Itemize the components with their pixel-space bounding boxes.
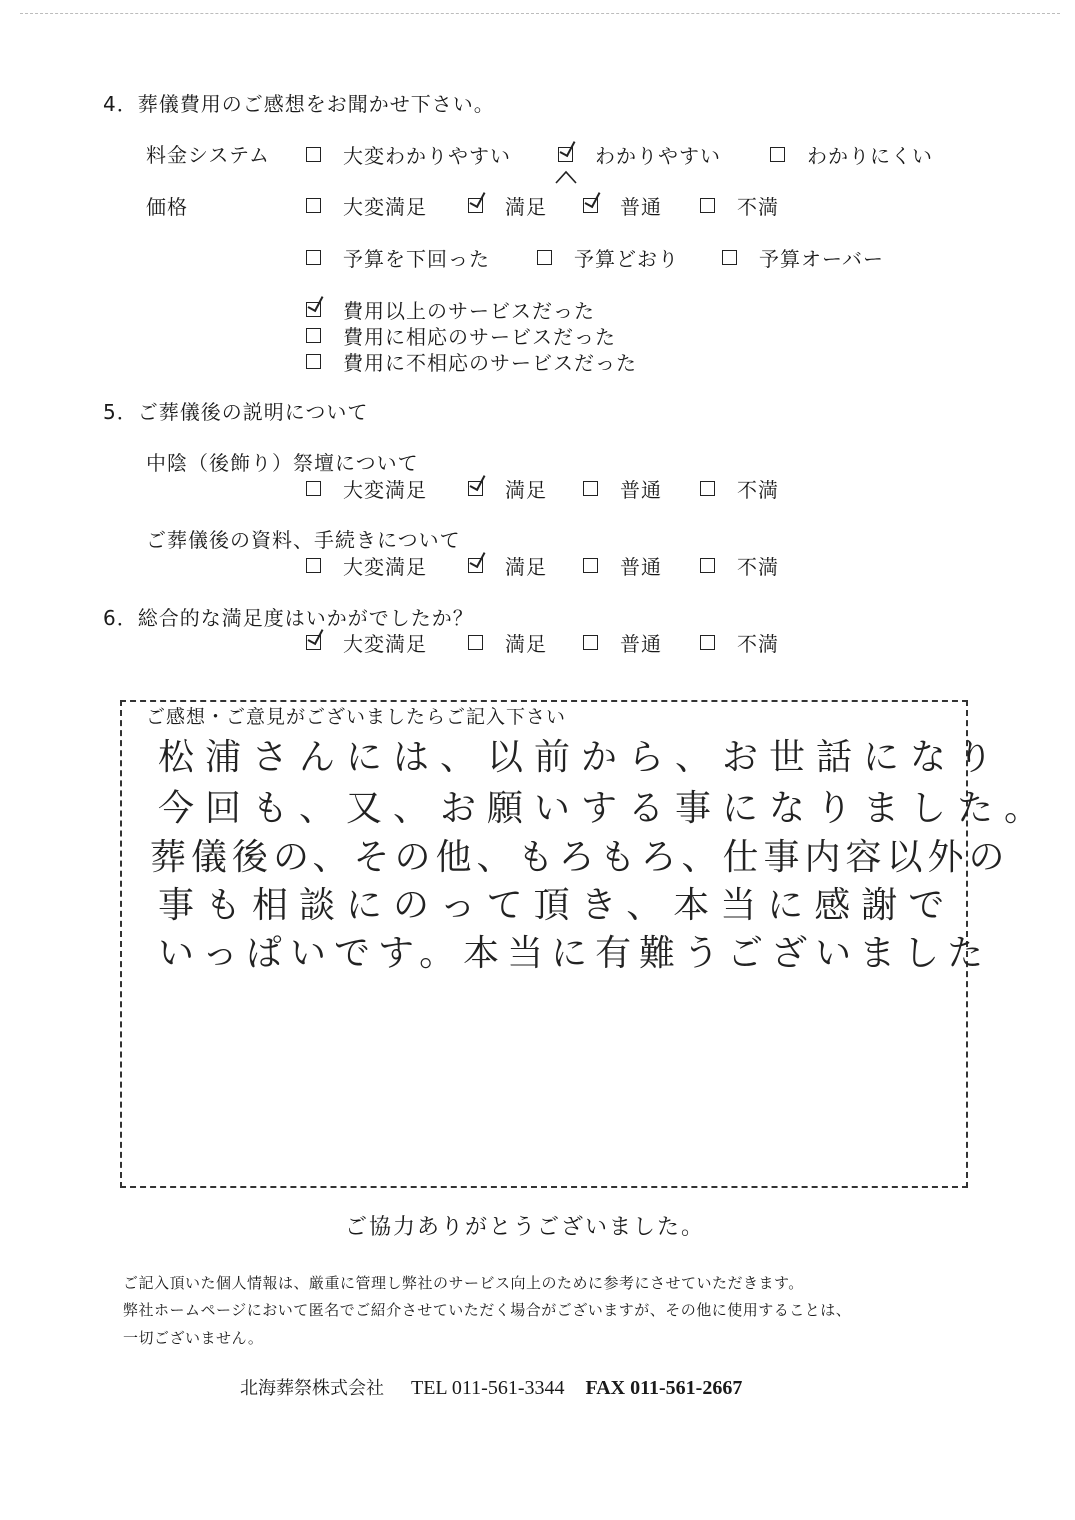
comment-line-1: 松浦さんには、以前から、お世話になり: [158, 737, 1005, 778]
checkbox[interactable]: [306, 481, 321, 496]
option-dissatisfied[interactable]: [700, 551, 779, 580]
checkbox[interactable]: [306, 558, 321, 573]
checkbox[interactable]: [306, 354, 321, 369]
option-under-budget[interactable]: [306, 243, 537, 272]
comment-line-2: 今回も、又、お願いする事になりました。: [158, 788, 1052, 829]
checkbox[interactable]: [700, 558, 715, 573]
option-on-budget[interactable]: [537, 243, 722, 272]
option-label: 不満: [737, 478, 779, 502]
checkbox[interactable]: [722, 250, 737, 265]
option-very-satisfied[interactable]: [306, 628, 468, 657]
checkbox[interactable]: [306, 147, 321, 162]
option-satisfied[interactable]: [468, 551, 583, 580]
checkbox[interactable]: [537, 250, 552, 265]
option-label: 満足: [505, 632, 547, 656]
comment-line-4: 事も相談にのって頂き、本当に感謝で: [158, 885, 956, 926]
option-label: 費用に不相応のサービスだった: [343, 351, 637, 375]
checkbox-checked[interactable]: [558, 147, 573, 162]
option-very-satisfied[interactable]: [306, 551, 468, 580]
checkbox-checked[interactable]: [306, 302, 321, 317]
privacy-line-3: 一切ございません。: [123, 1329, 264, 1347]
checkbox[interactable]: [468, 635, 483, 650]
option-very-easy[interactable]: [306, 140, 558, 169]
option-normal[interactable]: [583, 474, 700, 503]
checkbox[interactable]: [583, 558, 598, 573]
option-dissatisfied[interactable]: [700, 191, 779, 220]
option-label: わかりにくい: [807, 144, 933, 168]
option-label: 予算オーバー: [759, 247, 884, 271]
q4-system-options: [306, 140, 933, 169]
option-label: 満足: [505, 478, 547, 502]
option-label: 大変わかりやすい: [343, 144, 511, 168]
option-satisfied[interactable]: [468, 191, 583, 220]
company-fax: FAX 011-561-2667: [585, 1377, 743, 1399]
option-dissatisfied[interactable]: [700, 474, 779, 503]
q5-altar-label: 中陰（後飾り）祭壇について: [146, 451, 419, 475]
checkbox[interactable]: [700, 635, 715, 650]
checkbox[interactable]: [583, 635, 598, 650]
checkbox[interactable]: [306, 250, 321, 265]
option-label: 大変満足: [343, 195, 427, 219]
company-name: 北海葬祭株式会社: [240, 1378, 384, 1399]
checkbox[interactable]: [306, 198, 321, 213]
handwritten-caret-mark: [555, 170, 577, 184]
checkbox[interactable]: [700, 198, 715, 213]
option-normal[interactable]: [583, 191, 700, 220]
option-very-satisfied[interactable]: [306, 191, 468, 220]
q5-docs-label: ご葬儀後の資料、手続きについて: [146, 528, 461, 552]
comment-line-3: 葬儀後の、その他、もろもろ、仕事内容以外の: [150, 837, 1010, 878]
checkbox[interactable]: [770, 147, 785, 162]
q5-title: 5．ご葬儀後の説明について: [103, 400, 369, 424]
option-label: 不満: [737, 195, 779, 219]
option-normal[interactable]: [583, 551, 700, 580]
option-easy[interactable]: [558, 140, 770, 169]
privacy-line-1: ご記入頂いた個人情報は、厳重に管理し弊社のサービス向上のために参考にさせていただきます。: [123, 1274, 804, 1292]
option-label: 満足: [505, 555, 547, 579]
option-label: 予算を下回った: [343, 247, 490, 271]
option-label: 大変満足: [343, 632, 427, 656]
option-over-budget[interactable]: [722, 243, 884, 272]
q4-price-label: 価格: [146, 195, 188, 219]
option-label: 普通: [620, 195, 662, 219]
option-label: 大変満足: [343, 478, 427, 502]
option-very-satisfied[interactable]: [306, 474, 468, 503]
option-label: 普通: [620, 555, 662, 579]
q4-title: 4．葬儀費用のご感想をお聞かせ下さい。: [103, 92, 495, 116]
checkbox-checked[interactable]: [468, 198, 483, 213]
option-normal[interactable]: [583, 628, 700, 657]
option-label: 普通: [620, 632, 662, 656]
checkbox-checked[interactable]: [468, 481, 483, 496]
option-satisfied[interactable]: [468, 628, 583, 657]
q4-value-option-3[interactable]: [306, 347, 637, 376]
q4-value-option-2[interactable]: [306, 321, 616, 350]
comment-line-5: いっぱいです。本当に有難うございました: [158, 933, 992, 974]
option-label: 費用以上のサービスだった: [343, 299, 595, 323]
company-info: [240, 1374, 742, 1400]
thanks-message: ご協力ありがとうございました。: [345, 1215, 706, 1240]
top-divider: [20, 13, 1060, 14]
option-label: わかりやすい: [595, 144, 721, 168]
comment-label: ご感想・ご意見がございましたらご記入下さい: [146, 706, 567, 728]
checkbox-checked[interactable]: [468, 558, 483, 573]
option-label: 満足: [505, 195, 547, 219]
q5-altar-options: [306, 474, 779, 503]
option-label: 予算どおり: [574, 247, 679, 271]
option-satisfied[interactable]: [468, 474, 583, 503]
option-hard[interactable]: [770, 140, 933, 169]
checkbox[interactable]: [583, 481, 598, 496]
option-label: 普通: [620, 478, 662, 502]
privacy-line-2: 弊社ホームページにおいて匿名でご紹介させていただく場合がございますが、その他に使用することは、: [123, 1301, 852, 1319]
option-label: 大変満足: [343, 555, 427, 579]
checkbox[interactable]: [700, 481, 715, 496]
q6-title: 6．総合的な満足度はいかがでしたか？: [103, 606, 474, 630]
q6-options: [306, 628, 779, 657]
option-label: 費用に相応のサービスだった: [343, 325, 616, 349]
option-dissatisfied[interactable]: [700, 628, 779, 657]
q4-budget-options: [306, 243, 884, 272]
checkbox-checked[interactable]: [583, 198, 598, 213]
q4-system-label: 料金システム: [146, 143, 270, 167]
q4-value-option-1[interactable]: [306, 295, 595, 324]
option-label: 不満: [737, 632, 779, 656]
checkbox-checked[interactable]: [306, 635, 321, 650]
checkbox[interactable]: [306, 328, 321, 343]
q4-price-options: [306, 191, 779, 220]
q5-docs-options: [306, 551, 779, 580]
company-tel: TEL 011-561-3344: [411, 1377, 565, 1399]
option-label: 不満: [737, 555, 779, 579]
